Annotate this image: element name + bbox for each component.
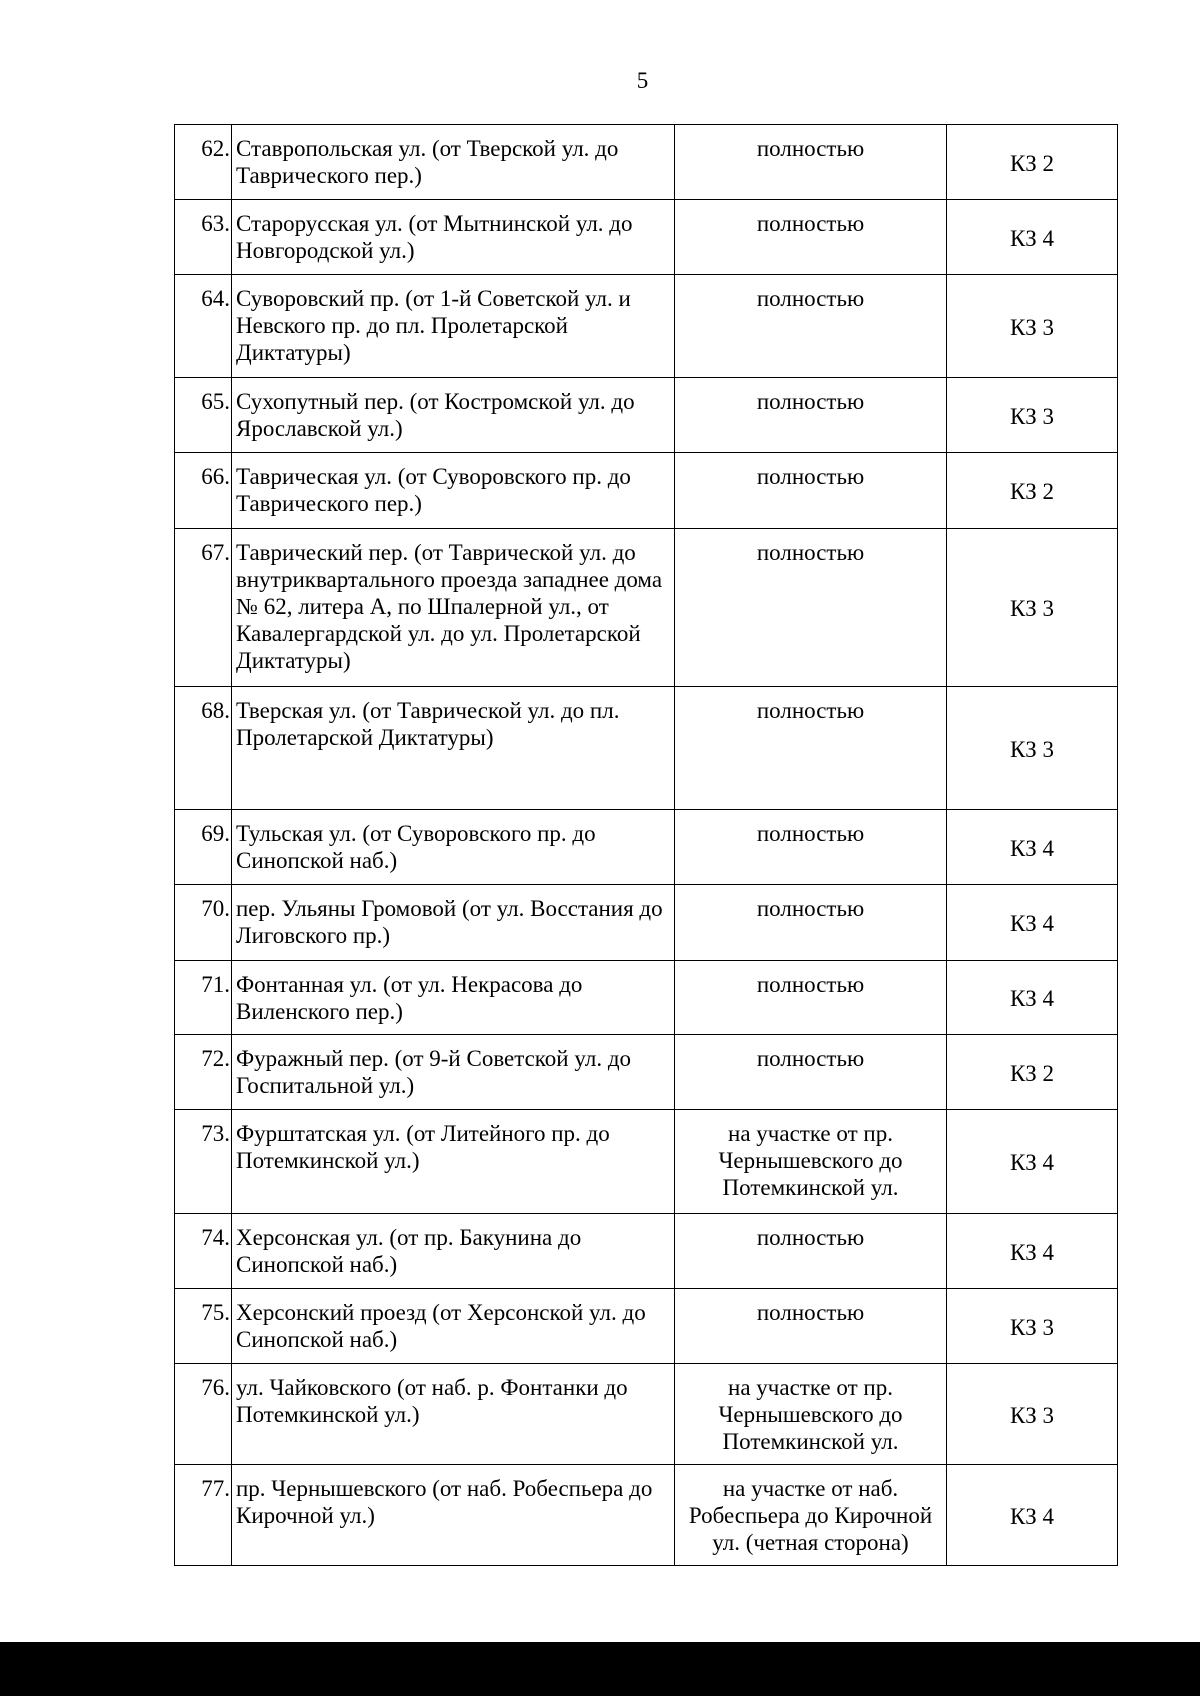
extent: полностью [675,687,947,810]
class-code: КЗ 4 [947,810,1118,885]
table-row [175,125,1118,200]
table-row [175,453,1118,529]
row-number: 74. [175,1214,232,1289]
extent: на участке от пр. Чернышевского до Потемкинской ул. [675,1364,947,1465]
row-number: 66. [175,453,232,529]
row-number: 65. [175,378,232,453]
street-name: Фонтанная ул. (от ул. Некрасова до Виленского пер.) [232,961,675,1035]
extent: полностью [675,378,947,453]
street-name: Фурштатская ул. (от Литейного пр. до Потемкинской ул.) [232,1110,675,1214]
class-code: КЗ 3 [947,529,1118,687]
row-number: 75. [175,1289,232,1364]
table-row [175,1289,1118,1364]
table-row [175,529,1118,687]
table-row [175,687,1118,810]
row-number: 71. [175,961,232,1035]
table-row [175,1035,1118,1110]
table-row [175,1110,1118,1214]
table-row [175,378,1118,453]
page-number: 5 [636,68,649,93]
street-name: Херсонская ул. (от пр. Бакунина до Синопской наб.) [232,1214,675,1289]
extent: полностью [675,810,947,885]
class-code: КЗ 2 [947,453,1118,529]
street-name: ул. Чайковского (от наб. р. Фонтанки до Потемкинской ул.) [232,1364,675,1465]
street-name: Суворовский пр. (от 1-й Советской ул. и Невского пр. до пл. Пролетарской Диктатуры) [232,275,675,378]
class-code: КЗ 4 [947,1465,1118,1566]
class-code: КЗ 4 [947,1214,1118,1289]
row-number: 64. [175,275,232,378]
table-row [175,1214,1118,1289]
extent: на участке от пр. Чернышевского до Потемкинской ул. [675,1110,947,1214]
row-number: 73. [175,1110,232,1214]
class-code: КЗ 2 [947,1035,1118,1110]
row-number: 77. [175,1465,232,1566]
class-code: КЗ 4 [947,961,1118,1035]
extent: полностью [675,200,947,275]
extent: полностью [675,885,947,961]
class-code: КЗ 4 [947,200,1118,275]
table-row [175,200,1118,275]
row-number: 70. [175,885,232,961]
class-code: КЗ 3 [947,687,1118,810]
street-name: Старорусская ул. (от Мытнинской ул. до Новгородской ул.) [232,200,675,275]
streets-table [174,124,1118,1566]
street-name: Фуражный пер. (от 9-й Советской ул. до Госпитальной ул.) [232,1035,675,1110]
table-row [175,810,1118,885]
class-code: КЗ 2 [947,125,1118,200]
street-name: Таврический пер. (от Таврической ул. до внутриквартального проезда западнее дома № 62, литера А, по Шпалерной ул., от Кавалергардской ул. до ул. Пролетарской Диктатуры) [232,529,675,687]
row-number: 63. [175,200,232,275]
row-number: 72. [175,1035,232,1110]
street-name: Сухопутный пер. (от Костромской ул. до Ярославской ул.) [232,378,675,453]
class-code: КЗ 4 [947,1110,1118,1214]
street-name: Тверская ул. (от Таврической ул. до пл. Пролетарской Диктатуры) [232,687,675,810]
class-code: КЗ 3 [947,378,1118,453]
table-row [175,885,1118,961]
table-row [175,961,1118,1035]
class-code: КЗ 3 [947,275,1118,378]
table-row [175,275,1118,378]
class-code: КЗ 3 [947,1364,1118,1465]
class-code: КЗ 3 [947,1289,1118,1364]
row-number: 76. [175,1364,232,1465]
row-number: 69. [175,810,232,885]
extent: полностью [675,1289,947,1364]
row-number: 67. [175,529,232,687]
street-name: пер. Ульяны Громовой (от ул. Восстания до Лиговского пр.) [232,885,675,961]
extent: полностью [675,961,947,1035]
row-number: 68. [175,687,232,810]
extent: на участке от наб. Робеспьера до Кирочной ул. (четная сторона) [675,1465,947,1566]
street-name: пр. Чернышевского (от наб. Робеспьера до Кирочной ул.) [232,1465,675,1566]
extent: полностью [675,275,947,378]
table-row [175,1364,1118,1465]
extent: полностью [675,1214,947,1289]
class-code: КЗ 4 [947,885,1118,961]
scan-edge-band [0,1642,1200,1696]
street-name: Таврическая ул. (от Суворовского пр. до Таврического пер.) [232,453,675,529]
extent: полностью [675,125,947,200]
extent: полностью [675,529,947,687]
extent: полностью [675,453,947,529]
street-name: Тульская ул. (от Суворовского пр. до Синопской наб.) [232,810,675,885]
table-row [175,1465,1118,1566]
row-number: 62. [175,125,232,200]
extent: полностью [675,1035,947,1110]
street-name: Херсонский проезд (от Херсонской ул. до Синопской наб.) [232,1289,675,1364]
street-name: Ставропольская ул. (от Тверской ул. до Таврического пер.) [232,125,675,200]
